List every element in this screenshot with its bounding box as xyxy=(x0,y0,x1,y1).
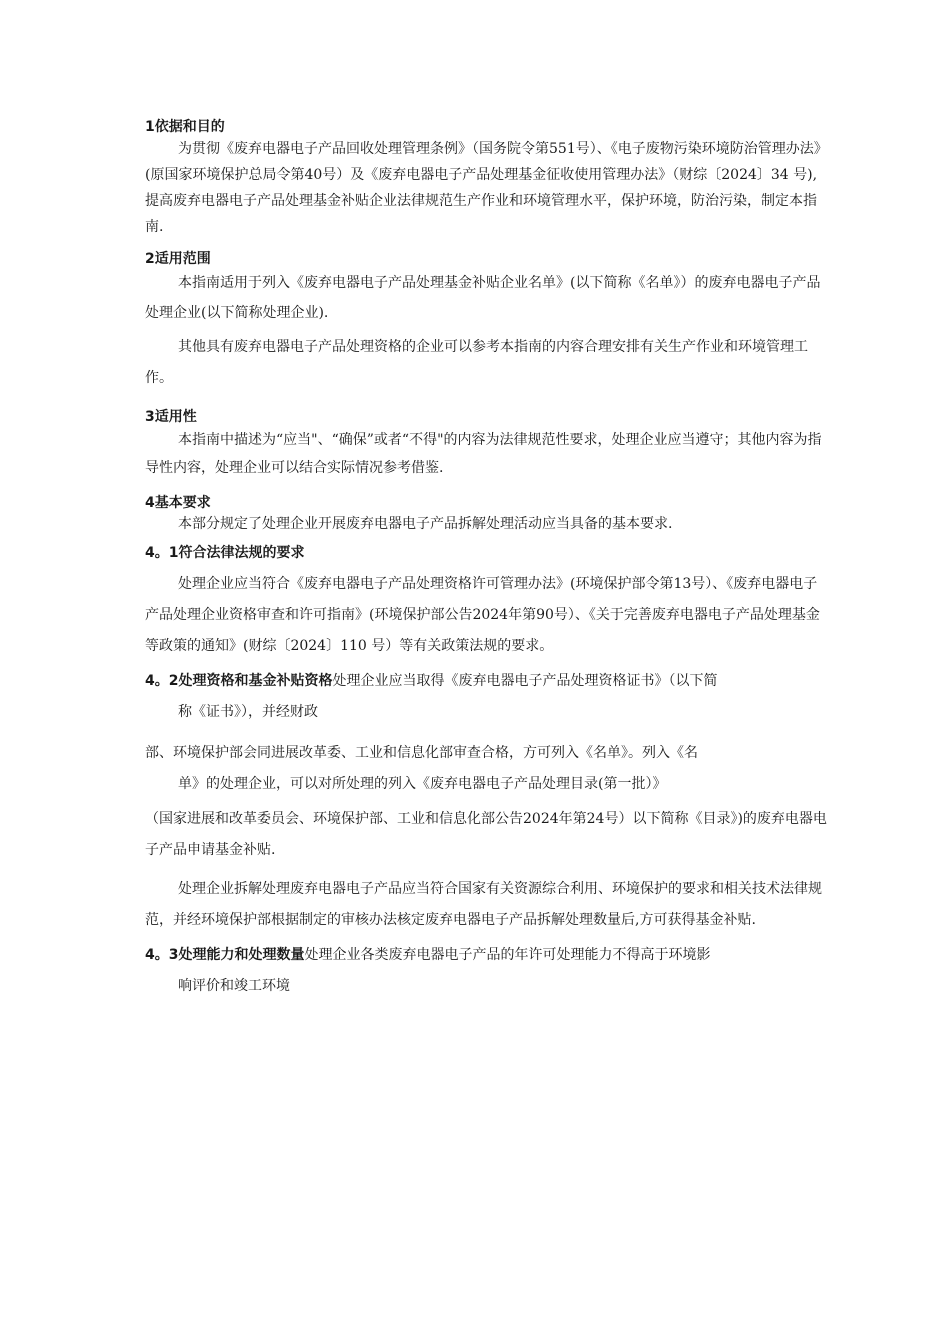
document-body xyxy=(145,118,830,1002)
section-4-3-heading: 4。3处理能力和处理数量 xyxy=(145,947,305,963)
section-4-2-line-4: 单》的处理企业，可以对所处理的列入《废弃电器电子产品处理目录(第一批）》 xyxy=(178,776,667,792)
section-2-paragraph-2: 其他具有废弃电器电子产品处理资格的企业可以参考本指南的内容合理安排有关生产作业和环境管理工作。 xyxy=(145,339,808,386)
section-1-heading: 1依据和目的 xyxy=(145,119,225,135)
section-4-2-line-5: （国家进展和改革委员会、环境保护部、工业和信息化部公告2024年第24号）以下简称《目录》)的废弃电器电子产品申请基金补贴. xyxy=(145,811,827,858)
section-3-paragraph: 本指南中描述为“应当"、“确保”或者“不得"的内容为法律规范性要求，处理企业应当遵守；其他内容为指导性内容，处理企业可以结合实际情况参考借鉴. xyxy=(145,432,822,476)
section-4-2-text: 处理企业应当取得《废弃电器电子产品处理资格证书》（以下简 xyxy=(332,673,718,689)
section-4-3-line-1 xyxy=(145,940,830,971)
section-4-2-line-3: 部、环境保护部会同进展改革委、工业和信息化部审查合格，方可列入《名单》。列入《名 xyxy=(145,745,698,761)
section-4-2-heading: 4。2处理资格和基金补贴资格 xyxy=(145,673,333,689)
section-4-3-line-2: 响评价和竣工环境 xyxy=(178,978,290,994)
section-1-paragraph: 为贯彻《废弃电器电子产品回收处理管理条例》（国务院令第551号）、《电子废物污染环境防治管理办法》(原国家环境保护总局令第40号）及《废弃电器电子产品处理基金征收使用管理办法》（财综〔2024〕34 号),提高废弃电器电子产品处理基金补贴企业法律规范生产作业和环境管理水平，保护环境，防治污染，制定本指南. xyxy=(145,141,828,235)
section-4-3-text: 处理企业各类废弃电器电子产品的年许可处理能力不得高于环境影 xyxy=(304,947,711,963)
section-4-2-paragraph-2: 处理企业拆解处理废弃电器电子产品应当符合国家有关资源综合利用、环境保护的要求和相关技术法律规范，并经环境保护部根据制定的审核办法核定废弃电器电子产品拆解处理数量后,方可获得基金补贴. xyxy=(145,881,822,928)
section-4-1-heading: 4。1符合法律法规的要求 xyxy=(145,545,305,561)
section-2-paragraph-1: 本指南适用于列入《废弃电器电子产品处理基金补贴企业名单》(以下简称《名单》）的废弃电器电子产品处理企业(以下简称处理企业). xyxy=(145,275,821,321)
section-4-heading: 4基本要求 xyxy=(145,495,211,511)
section-4-1-paragraph: 处理企业应当符合《废弃电器电子产品处理资格许可管理办法》(环境保护部令第13号）、《废弃电器电子产品处理企业资格审查和许可指南》(环境保护部公告2024年第90号）、《关于完善废弃电器电子产品处理基金等政策的通知》(财综〔2024〕110 号）等有关政策法规的要求。 xyxy=(145,576,820,654)
section-4-2-line-1 xyxy=(145,666,830,697)
section-4-paragraph: 本部分规定了处理企业开展废弃电器电子产品拆解处理活动应当具备的基本要求. xyxy=(178,516,673,532)
section-4-2-line-2: 称《证书》），并经财政 xyxy=(178,704,318,720)
section-2-heading: 2适用范围 xyxy=(145,251,211,267)
section-3-heading: 3适用性 xyxy=(145,409,197,425)
